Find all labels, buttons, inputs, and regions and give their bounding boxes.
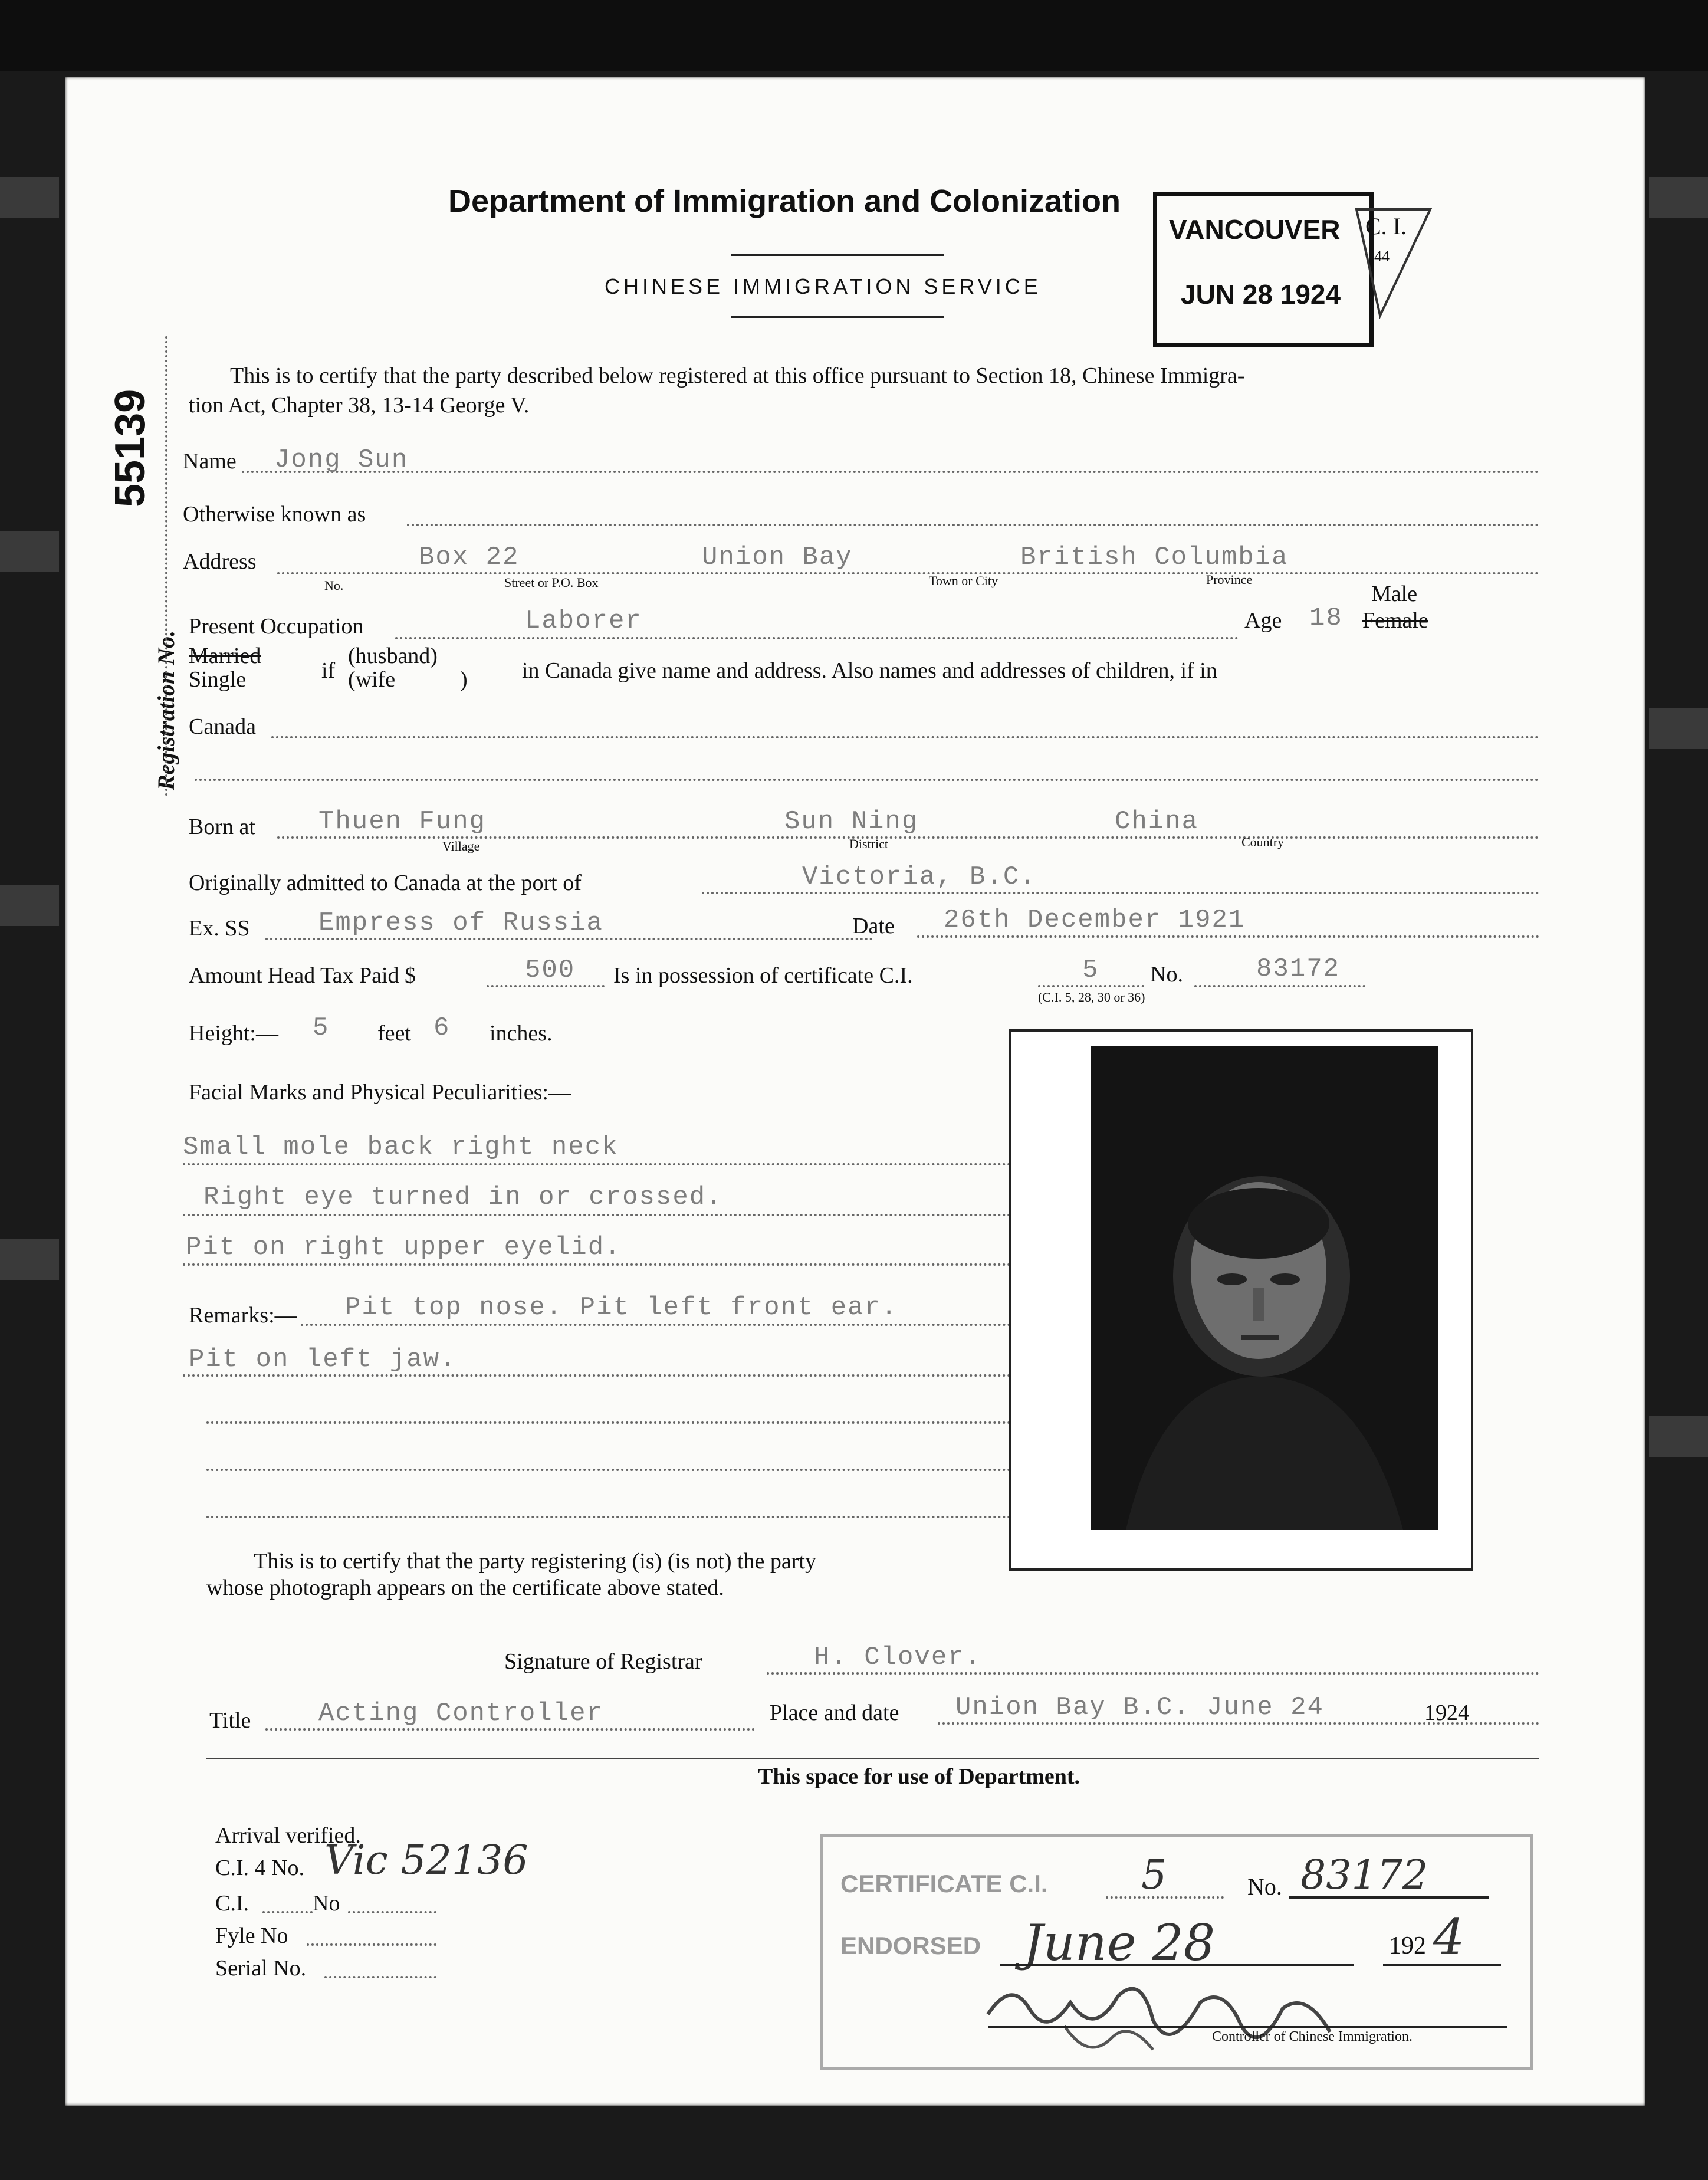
ci-label: C.I. xyxy=(215,1891,249,1916)
canada-line-1 xyxy=(271,736,1539,738)
signature-year: 1924 xyxy=(1424,1700,1469,1725)
portrait-image xyxy=(1091,1046,1438,1530)
certify-line-2: whose photograph appears on the certificate above stated. xyxy=(206,1575,724,1600)
department-rule xyxy=(206,1758,1539,1759)
single-label: Single xyxy=(189,667,247,692)
place-date-label: Place and date xyxy=(770,1700,899,1725)
serial-line xyxy=(324,1976,436,1978)
married-struck: Married xyxy=(189,644,261,668)
occupation-label: Present Occupation xyxy=(189,614,364,639)
country-caption: Country xyxy=(1241,835,1285,849)
film-band xyxy=(0,885,59,926)
endorsement-ci: 5 xyxy=(1141,1852,1167,1899)
address-province: British Columbia xyxy=(1020,543,1289,572)
headtax-label: Amount Head Tax Paid $ xyxy=(189,963,416,988)
cert-no-value: 83172 xyxy=(1256,954,1341,984)
photo-frame xyxy=(1009,1029,1473,1571)
facial-line-3 xyxy=(183,1263,1044,1266)
ship-name: Empress of Russia xyxy=(318,908,603,938)
stamp-date: JUN 28 1924 xyxy=(1181,279,1341,310)
intro-line-1: This is to certify that the party described below registered at this office pursuant to Section 18, Chinese Immigra- xyxy=(230,363,1245,388)
otherwise-label: Otherwise known as xyxy=(183,502,366,527)
ship-line xyxy=(265,938,873,940)
title-rule xyxy=(731,254,944,256)
canada-line-2 xyxy=(195,779,1539,781)
endorsed-label: ENDORSED xyxy=(840,1932,981,1959)
endorsement-no-line xyxy=(1289,1896,1489,1899)
signature-line xyxy=(767,1672,1539,1675)
age-label: Age xyxy=(1244,608,1282,633)
facial-mark-2: Right eye turned in or crossed. xyxy=(203,1183,723,1212)
fyle-line xyxy=(307,1943,436,1946)
occupation-value: Laborer xyxy=(525,606,642,636)
endorsed-year-suffix: 4 xyxy=(1433,1908,1465,1966)
admitted-port: Victoria, B.C. xyxy=(802,862,1037,892)
facial-line-1 xyxy=(183,1163,1044,1165)
height-label: Height:— xyxy=(189,1021,278,1046)
signature-label: Signature of Registrar xyxy=(504,1649,702,1674)
certify-line-1: This is to certify that the party registering (is) (is not) the party xyxy=(254,1549,816,1574)
otherwise-line xyxy=(407,524,1539,526)
remarks-line-5 xyxy=(206,1516,1044,1518)
born-village: Thuen Fung xyxy=(318,807,487,836)
remarks-label: Remarks:— xyxy=(189,1303,297,1328)
cert-no-label: No. xyxy=(1150,962,1183,987)
serial-label: Serial No. xyxy=(215,1956,307,1981)
film-band xyxy=(0,1239,59,1280)
height-feet: 5 xyxy=(313,1013,330,1043)
height-inches: 6 xyxy=(433,1013,451,1043)
headtax-line xyxy=(487,985,605,987)
film-band xyxy=(0,177,59,218)
arrival-date-line xyxy=(917,935,1539,938)
remarks-2: Pit on left jaw. xyxy=(189,1345,457,1374)
registrar-title: Acting Controller xyxy=(318,1699,603,1728)
registrar-name: H. Clover. xyxy=(814,1643,982,1672)
name-label: Name xyxy=(183,449,237,474)
wife-paren: ) xyxy=(460,667,468,692)
certificate-document xyxy=(65,77,1645,2106)
if-label: if xyxy=(321,658,336,683)
place-date-value: Union Bay B.C. June 24 xyxy=(955,1693,1324,1722)
registration-number: 55139 xyxy=(107,389,154,507)
remarks-1: Pit top nose. Pit left front ear. xyxy=(345,1293,898,1322)
cert-no-line xyxy=(1194,985,1365,987)
ci4-label: C.I. 4 No. xyxy=(215,1856,304,1880)
male-option: Male xyxy=(1371,582,1418,606)
cert-ci-line xyxy=(1038,985,1144,987)
registration-label: Registration No. xyxy=(153,630,179,790)
remarks-line-3 xyxy=(206,1421,1044,1424)
controller-signature xyxy=(976,1967,1389,2067)
endorsed-date-line xyxy=(1000,1964,1354,1966)
district-caption: District xyxy=(849,836,888,851)
cert-note: (C.I. 5, 28, 30 or 36) xyxy=(1038,990,1145,1004)
ci-no-label: No xyxy=(313,1891,340,1916)
vancouver-date-stamp xyxy=(1153,192,1374,347)
stamp-ci-number: 44 xyxy=(1374,248,1390,265)
admitted-line xyxy=(702,892,1539,894)
inches-label: inches. xyxy=(490,1021,553,1046)
service-rule xyxy=(731,316,944,318)
address-label: Address xyxy=(183,549,257,574)
endorsement-no: 83172 xyxy=(1300,1852,1428,1899)
facial-label: Facial Marks and Physical Peculiarities:— xyxy=(189,1080,571,1105)
film-band xyxy=(1649,1416,1708,1457)
intro-line-2: tion Act, Chapter 38, 13-14 George V. xyxy=(189,393,530,418)
remarks-line-1 xyxy=(301,1324,1044,1326)
occupation-line xyxy=(395,637,1239,639)
facial-mark-1: Small mole back right neck xyxy=(183,1132,619,1162)
facial-line-2 xyxy=(183,1214,1044,1216)
address-street-caption: Street or P.O. Box xyxy=(504,575,599,590)
service-name: CHINESE IMMIGRATION SERVICE xyxy=(605,274,1042,298)
department-title: Department of Immigration and Colonization xyxy=(448,183,1121,219)
address-line xyxy=(277,572,1539,574)
arrival-date: 26th December 1921 xyxy=(944,905,1246,935)
registration-dots xyxy=(165,336,167,796)
fyle-label: Fyle No xyxy=(215,1923,288,1948)
endorsement-no-label: No. xyxy=(1247,1873,1282,1900)
remarks-line-2 xyxy=(183,1374,1044,1377)
ci4-value: Vic 52136 xyxy=(324,1837,528,1884)
feet-label: feet xyxy=(377,1021,411,1046)
husband-label: (husband) xyxy=(348,644,438,668)
remarks-line-4 xyxy=(206,1469,1044,1471)
stamp-city: VANCOUVER xyxy=(1169,214,1341,245)
exss-label: Ex. SS xyxy=(189,916,250,941)
name-line xyxy=(242,471,1539,473)
name-value: Jong Sun xyxy=(274,445,409,475)
address-province-caption: Province xyxy=(1206,572,1253,587)
village-caption: Village xyxy=(442,839,480,853)
canada-instructions: in Canada give name and address. Also names and addresses of children, if in xyxy=(522,658,1217,683)
address-no: Box 22 xyxy=(419,543,520,572)
born-country: China xyxy=(1115,807,1199,836)
admitted-label: Originally admitted to Canada at the port of xyxy=(189,871,582,895)
film-border-top xyxy=(0,0,1708,71)
possession-label: Is in possession of certificate C.I. xyxy=(613,963,913,988)
title-label: Title xyxy=(209,1708,251,1733)
arrival-verified: Arrival verified. xyxy=(215,1823,361,1848)
wife-label: (wife xyxy=(348,667,396,692)
title-line xyxy=(265,1728,755,1731)
ci-no-line xyxy=(348,1911,436,1913)
stamp-ci: C. I. xyxy=(1365,213,1407,239)
endorsed-year-prefix: 192 xyxy=(1389,1932,1426,1959)
address-street: Union Bay xyxy=(702,543,853,572)
facial-mark-3: Pit on right upper eyelid. xyxy=(186,1233,622,1262)
endorsement-stamp xyxy=(820,1834,1533,2070)
controller-caption: Controller of Chinese Immigration. xyxy=(1212,2029,1413,2044)
age-value: 18 xyxy=(1309,603,1343,633)
controller-line xyxy=(988,2026,1507,2028)
ci-line xyxy=(262,1911,313,1913)
cert-ci-value: 5 xyxy=(1082,956,1099,985)
address-no-caption: No. xyxy=(324,578,344,593)
canada-label: Canada xyxy=(189,714,256,739)
female-option: Female xyxy=(1362,608,1428,633)
endorsement-ci-line xyxy=(1106,1896,1224,1899)
endorsed-date: June 28 xyxy=(1023,1914,1216,1972)
born-label: Born at xyxy=(189,815,255,839)
film-band xyxy=(0,531,59,572)
registrant-photo xyxy=(1091,1046,1438,1530)
film-band xyxy=(1649,177,1708,218)
date-label: Date xyxy=(852,914,895,938)
endorsed-year-line xyxy=(1383,1964,1501,1966)
film-band xyxy=(1649,708,1708,749)
department-heading: This space for use of Department. xyxy=(758,1764,1080,1789)
address-town-caption: Town or City xyxy=(929,573,998,588)
born-district: Sun Ning xyxy=(784,807,919,836)
certificate-label: CERTIFICATE C.I. xyxy=(840,1870,1048,1897)
headtax-value: 500 xyxy=(525,956,576,985)
